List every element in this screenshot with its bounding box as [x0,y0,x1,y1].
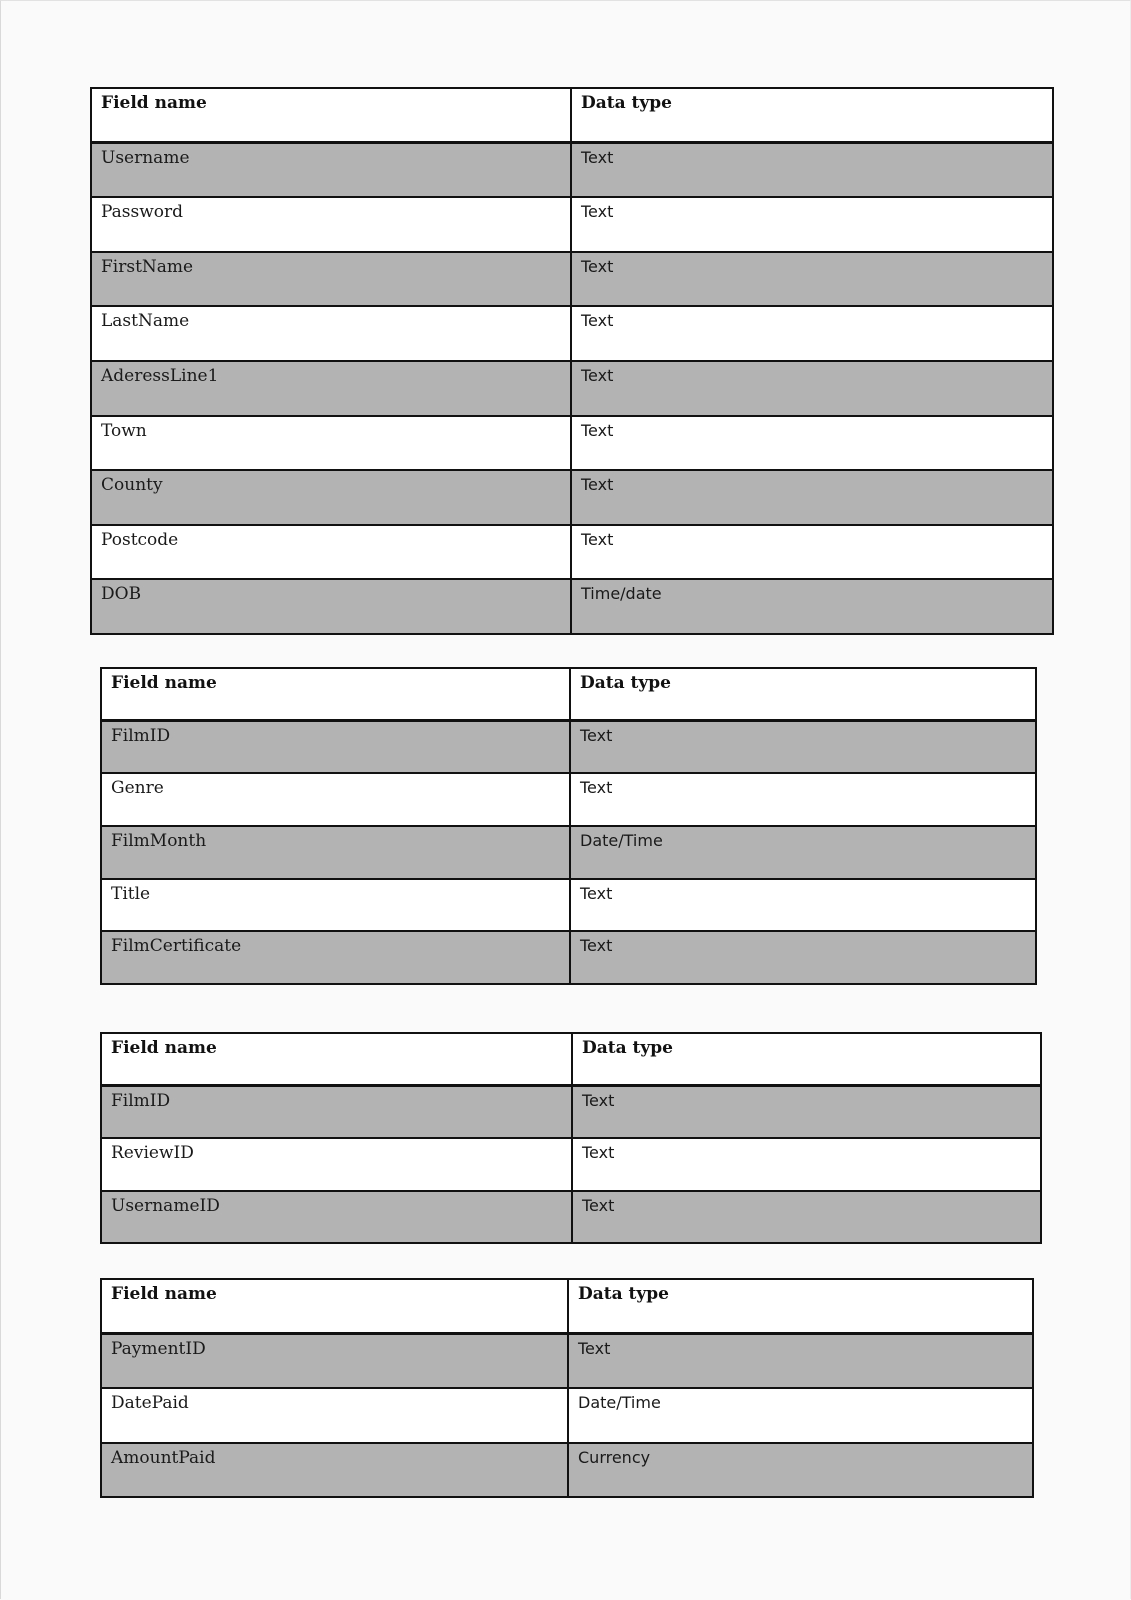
table-row [91,579,1053,634]
data-type-cell: Text [571,143,1053,198]
data-type-cell: Text [570,773,1036,826]
table-row [101,931,1036,984]
table-row [91,470,1053,525]
data-type-header: Data type [571,88,1053,143]
field-name-header: Field name [101,668,570,721]
table-row [101,1191,1041,1244]
user-fields-table [90,87,1054,635]
table-row [101,1138,1041,1191]
data-type-cell: Text [570,721,1036,774]
data-type-cell: Text [572,1191,1041,1244]
data-type-cell: Text [571,252,1053,307]
field-name-cell: Username [91,143,571,198]
table-row [91,416,1053,471]
field-name-cell: FirstName [91,252,571,307]
field-name-cell: DatePaid [101,1388,568,1443]
data-type-cell: Text [571,470,1053,525]
table-header-row [101,1033,1041,1086]
field-name-header: Field name [101,1279,568,1334]
table-header-row [101,668,1036,721]
data-type-cell: Text [571,361,1053,416]
field-name-cell: Town [91,416,571,471]
field-name-cell: DOB [91,579,571,634]
table-row [91,197,1053,252]
field-name-cell: FilmID [101,1086,572,1139]
table-row [91,525,1053,580]
data-type-cell: Text [571,416,1053,471]
field-name-cell: Password [91,197,571,252]
field-name-header: Field name [101,1033,572,1086]
table-row [91,306,1053,361]
table-row [101,721,1036,774]
table-row [101,773,1036,826]
data-type-cell: Date/Time [570,826,1036,879]
data-type-cell: Text [571,306,1053,361]
data-type-cell: Date/Time [568,1388,1033,1443]
field-name-cell: Title [101,879,570,932]
table-row [101,1388,1033,1443]
data-type-cell: Currency [568,1443,1033,1498]
data-type-cell: Text [571,525,1053,580]
field-name-cell: County [91,470,571,525]
field-name-cell: AmountPaid [101,1443,568,1498]
table-row [101,826,1036,879]
field-name-header: Field name [91,88,571,143]
field-name-cell: FilmMonth [101,826,570,879]
field-name-cell: FilmCertificate [101,931,570,984]
payment-fields-table [100,1278,1034,1498]
data-type-cell: Text [570,879,1036,932]
field-name-cell: FilmID [101,721,570,774]
film-fields-table [100,667,1037,985]
table-row [91,361,1053,416]
table-row [101,1443,1033,1498]
field-name-cell: UsernameID [101,1191,572,1244]
data-type-cell: Text [572,1086,1041,1139]
data-type-cell: Text [571,197,1053,252]
data-type-cell: Text [570,931,1036,984]
field-name-cell: AderessLine1 [91,361,571,416]
field-name-cell: LastName [91,306,571,361]
data-type-cell: Time/date [571,579,1053,634]
table-row [101,1334,1033,1389]
field-name-cell: ReviewID [101,1138,572,1191]
table-row [91,252,1053,307]
data-type-header: Data type [572,1033,1041,1086]
data-type-header: Data type [568,1279,1033,1334]
data-type-header: Data type [570,668,1036,721]
table-header-row [91,88,1053,143]
table-header-row [101,1279,1033,1334]
table-row [101,879,1036,932]
data-type-cell: Text [568,1334,1033,1389]
data-type-cell: Text [572,1138,1041,1191]
table-row [91,143,1053,198]
field-name-cell: PaymentID [101,1334,568,1389]
field-name-cell: Genre [101,773,570,826]
review-fields-table [100,1032,1042,1244]
table-row [101,1086,1041,1139]
field-name-cell: Postcode [91,525,571,580]
